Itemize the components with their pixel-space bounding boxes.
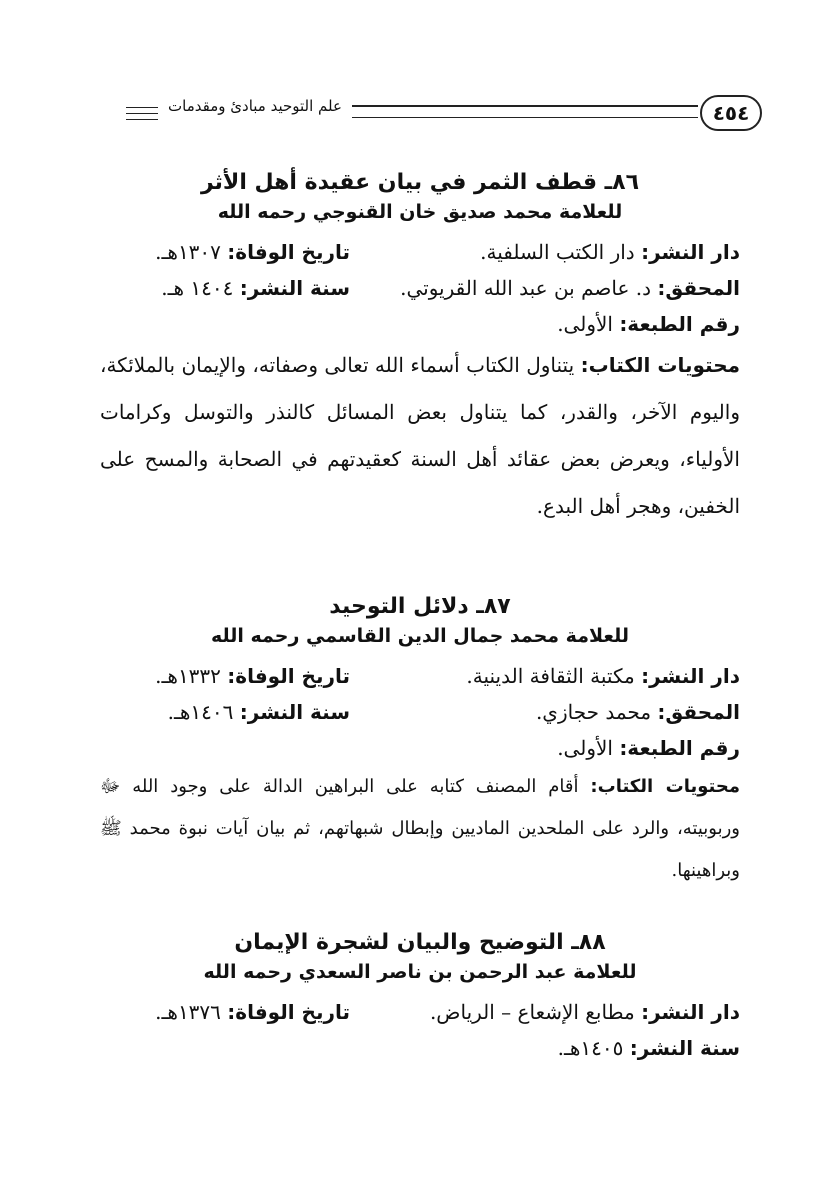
header-rule [352,105,698,107]
running-title: علم التوحيد مبادئ ومقدمات [168,97,342,115]
info-row [100,306,740,342]
info-row [100,694,740,730]
page-header [0,95,840,135]
info-row [100,994,740,1030]
book-contents: محتويات الكتاب: يتناول الكتاب أسماء الله تعالى وصفاته، والإيمان بالملائكة، واليوم الآخر، والقدر، كما يتناول بعض المسائل كالنذر والتوسل وكرامات الأولياء، ويعرض بعض عقائد أهل السنة كعقيدتهم في الصحابة والمسح على الخفين، وهجر أهل البدع. [100,353,741,518]
entry-title: ٨٧ـ دلائل التوحيد [329,594,511,619]
death-date: تاريخ الوفاة: ١٣٠٧هـ. [155,240,350,264]
death-date: تاريخ الوفاة: ١٣٣٢هـ. [155,664,350,688]
edition: رقم الطبعة: الأولى. [557,312,740,336]
entry-title: ٨٨ـ التوضيح والبيان لشجرة الإيمان [234,930,606,955]
publisher: دار النشر: دار الكتب السلفية. [480,240,740,264]
header-rule [352,117,698,118]
header-ornament [126,113,158,114]
page-number: ٤٥٤ [700,95,762,131]
entry-author: للعلامة محمد جمال الدين القاسمي رحمه الله [210,625,629,647]
entry-title: ٨٦ـ قطف الثمر في بيان عقيدة أهل الأثر [200,170,640,195]
entry-author: للعلامة محمد صديق خان القنوجي رحمه الله [217,201,623,223]
info-row [100,1030,740,1066]
entry-author: للعلامة عبد الرحمن بن ناصر السعدي رحمه الله [203,961,637,983]
entry-87 [100,592,740,892]
header-ornament [126,107,158,108]
publisher: دار النشر: مكتبة الثقافة الدينية. [466,664,740,688]
death-date: تاريخ الوفاة: ١٣٧٦هـ. [155,1000,350,1024]
publication-year: سنة النشر: ١٤٠٦هـ. [167,700,350,724]
book-contents: محتويات الكتاب: أقام المصنف كتابه على البراهين الدالة على وجود الله ﷻ وربوبيته، والرد على الملحدين الماديين وإبطال شبهاتهم، ثم بيان آيات نبوة محمد ﷺ وبراهينها. [100,776,740,881]
info-row [100,234,740,270]
edition: رقم الطبعة: الأولى. [557,736,740,760]
editor: المحقق: محمد حجازي. [535,700,740,724]
editor: المحقق: د. عاصم بن عبد الله القريوتي. [400,276,740,300]
info-row [100,730,740,766]
publisher: دار النشر: مطابع الإشعاع – الرياض. [429,1000,740,1024]
entry-88 [100,928,740,1066]
publication-year: سنة النشر: ١٤٠٤ هـ. [161,276,350,300]
info-row [100,270,740,306]
publication-year: سنة النشر: ١٤٠٥هـ. [557,1036,740,1060]
header-ornament [126,119,158,120]
entry-86 [100,168,740,530]
info-row [100,658,740,694]
